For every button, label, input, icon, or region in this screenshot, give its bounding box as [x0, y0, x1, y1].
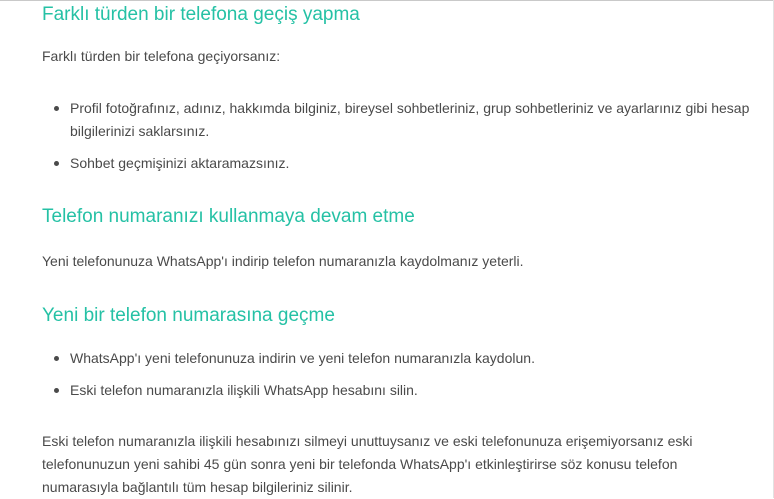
top-divider [0, 0, 774, 1]
section-footer-note: Eski telefon numaranızla ilişkili hesabınızı silmeyi unuttuysanız ve eski telefonunuza erişemiyorsanız eski telefonunuzun yeni sahibi 45 gün sonra yeni bir telefonda WhatsApp'ı etkinleştirirse söz konusu telefon numarasıyla bağlantılı tüm hesap bilgileriniz silinir. [42, 433, 693, 495]
list-item [42, 152, 754, 175]
section-heading-keep-number: Telefon numaranızı kullanmaya devam etme [42, 206, 415, 227]
list-item [42, 347, 754, 370]
bullet-dot [54, 161, 59, 166]
list-item-text: Profil fotoğrafınız, adınız, hakkımda bilginiz, bireysel sohbetleriniz, grup sohbetleriniz ve ayarlarınız gibi hesap bilgilerinizi saklarsınız. [70, 100, 750, 139]
section-heading-new-number: Yeni bir telefon numarasına geçme [42, 305, 335, 326]
section-body: Yeni telefonunuza WhatsApp'ı indirip telefon numaranızla kaydolmanız yeterli. [42, 253, 524, 269]
section-intro: Farklı türden bir telefona geçiyorsanız: [42, 48, 281, 64]
list-item-text: Eski telefon numaranızla ilişkili WhatsApp hesabını silin. [70, 382, 418, 398]
bullet-list-switch-type [42, 97, 754, 175]
list-item [42, 97, 754, 143]
section-heading-switch-phone-type: Farklı türden bir telefona geçiş yapma [42, 4, 360, 25]
bullet-dot [54, 106, 59, 111]
list-item [42, 379, 754, 402]
list-item-text: WhatsApp'ı yeni telefonunuza indirin ve yeni telefon numaranızla kaydolun. [70, 350, 535, 366]
bullet-dot [54, 388, 59, 393]
list-item-text: Sohbet geçmişinizi aktaramazsınız. [70, 155, 290, 171]
bullet-dot [54, 356, 59, 361]
bullet-list-new-number [42, 347, 754, 402]
